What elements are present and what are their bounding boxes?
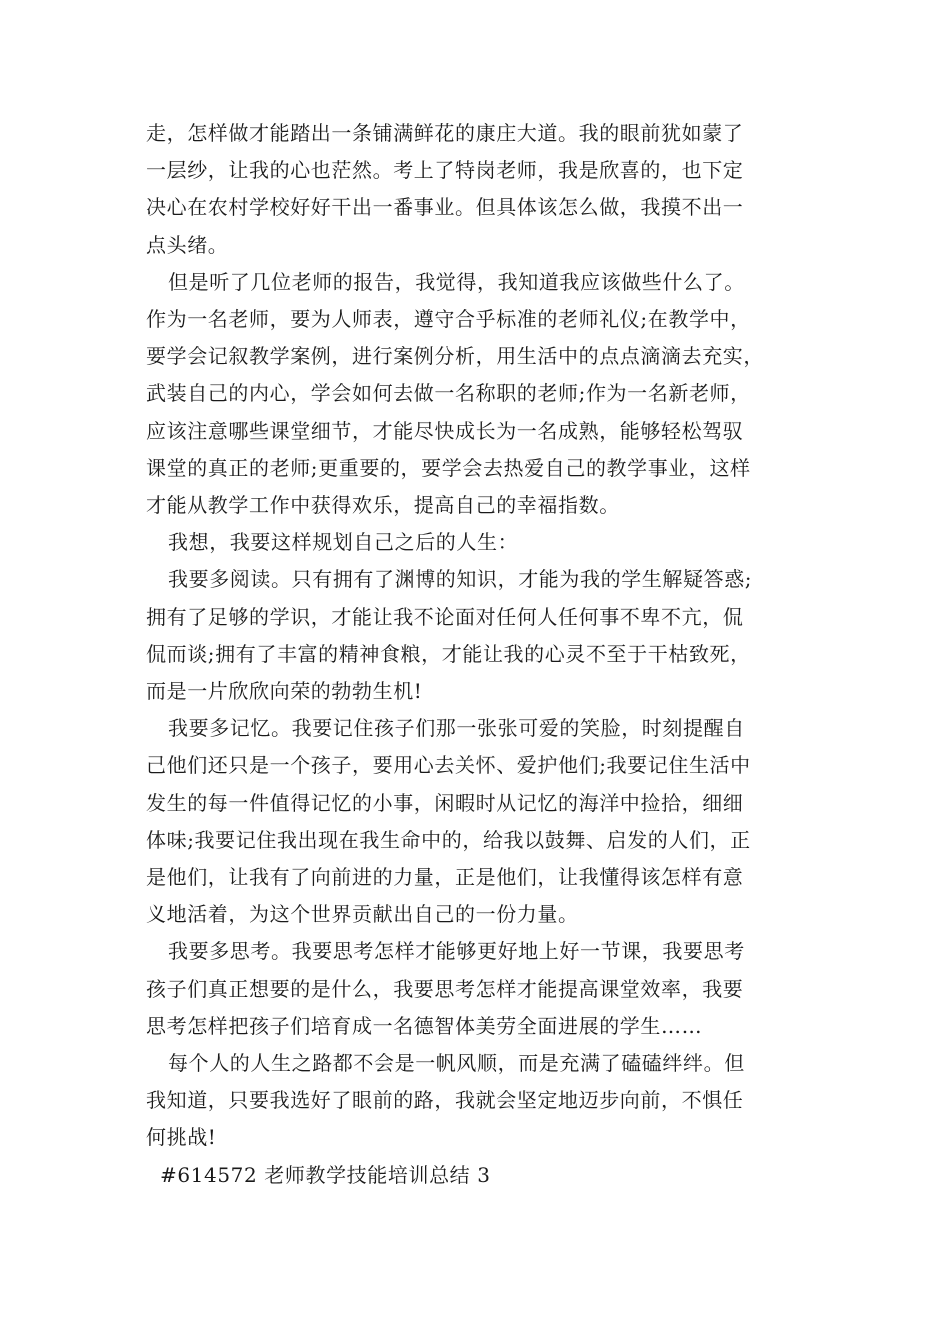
text-line: 义地活着，为这个世界贡献出自己的一份力量。 xyxy=(146,902,579,927)
document-body xyxy=(146,115,836,1194)
text-line: 体味;我要记住我出现在我生命中的，给我以鼓舞、启发的人们，正 xyxy=(146,827,751,852)
paragraph-4 xyxy=(146,561,836,710)
text-line: 我要多记忆。我要记住孩子们那一张张可爱的笑脸，时刻提醒自 xyxy=(168,716,745,741)
text-line: 武装自己的内心，学会如何去做一名称职的老师;作为一名新老师， xyxy=(146,381,751,406)
text-line: 应该注意哪些课堂细节，才能尽快成长为一名成熟，能够轻松驾驭 xyxy=(146,418,744,443)
paragraph-7 xyxy=(146,1045,836,1157)
text-line: 作为一名老师，要为人师表，遵守合乎标准的老师礼仪;在教学中， xyxy=(146,307,751,332)
text-line: 是他们，让我有了向前进的力量，正是他们，让我懂得该怎样有意 xyxy=(146,865,744,890)
text-line: 拥有了足够的学识，才能让我不论面对任何人任何事不卑不亢，侃 xyxy=(146,604,744,629)
text-line: 发生的每一件值得记忆的小事，闲暇时从记忆的海洋中捡拾，细细 xyxy=(146,790,744,815)
text-line: 要学会记叙教学案例，进行案例分析，用生活中的点点滴滴去充实， xyxy=(146,344,764,369)
paragraph-1 xyxy=(146,115,836,264)
text-line: 而是一片欣欣向荣的勃勃生机! xyxy=(146,679,423,704)
text-line: 点头绪。 xyxy=(146,232,229,257)
text-line: 我想，我要这样规划自己之后的人生： xyxy=(168,530,519,555)
paragraph-6 xyxy=(146,933,836,1045)
text-line: 决心在农村学校好好干出一番事业。但具体该怎么做，我摸不出一 xyxy=(146,195,744,220)
text-line: 思考怎样把孩子们培育成一名德智体美劳全面进展的学生…… xyxy=(146,1013,703,1038)
text-line: 走，怎样做才能踏出一条铺满鲜花的康庄大道。我的眼前犹如蒙了 xyxy=(146,121,744,145)
text-line: 侃而谈;拥有了丰富的精神食粮，才能让我的心灵不至于干枯致死， xyxy=(146,641,751,666)
text-line: 但是听了几位老师的报告，我觉得，我知道我应该做些什么了。 xyxy=(168,269,745,294)
text-line: 何挑战! xyxy=(146,1125,217,1150)
text-line: 我知道，只要我选好了眼前的路，我就会坚定地迈步向前，不惧任 xyxy=(146,1088,744,1113)
text-line: 我要多阅读。只有拥有了渊博的知识，才能为我的学生解疑答惑; xyxy=(168,567,753,592)
text-line: 己他们还只是一个孩子，要用心去关怀、爱护他们;我要记住生活中 xyxy=(146,753,751,778)
text-line: 孩子们真正想要的是什么，我要思考怎样才能提高课堂效率，我要 xyxy=(146,976,744,1001)
text-line: 课堂的真正的老师;更重要的，要学会去热爱自己的教学事业，这样 xyxy=(146,455,751,480)
text-line: 我要多思考。我要思考怎样才能够更好地上好一节课，我要思考 xyxy=(168,939,745,964)
section-heading: #614572 老师教学技能培训总结 3 xyxy=(160,1162,491,1187)
paragraph-2 xyxy=(146,264,836,524)
text-line: 每个人的人生之路都不会是一帆风顺，而是充满了磕磕绊绊。但 xyxy=(168,1051,745,1076)
paragraph-5 xyxy=(146,710,836,933)
paragraph-3 xyxy=(146,524,836,561)
text-line: 才能从教学工作中获得欢乐，提高自己的幸福指数。 xyxy=(146,493,620,518)
text-line: 一层纱，让我的心也茫然。考上了特岗老师，我是欣喜的，也下定 xyxy=(146,158,744,183)
